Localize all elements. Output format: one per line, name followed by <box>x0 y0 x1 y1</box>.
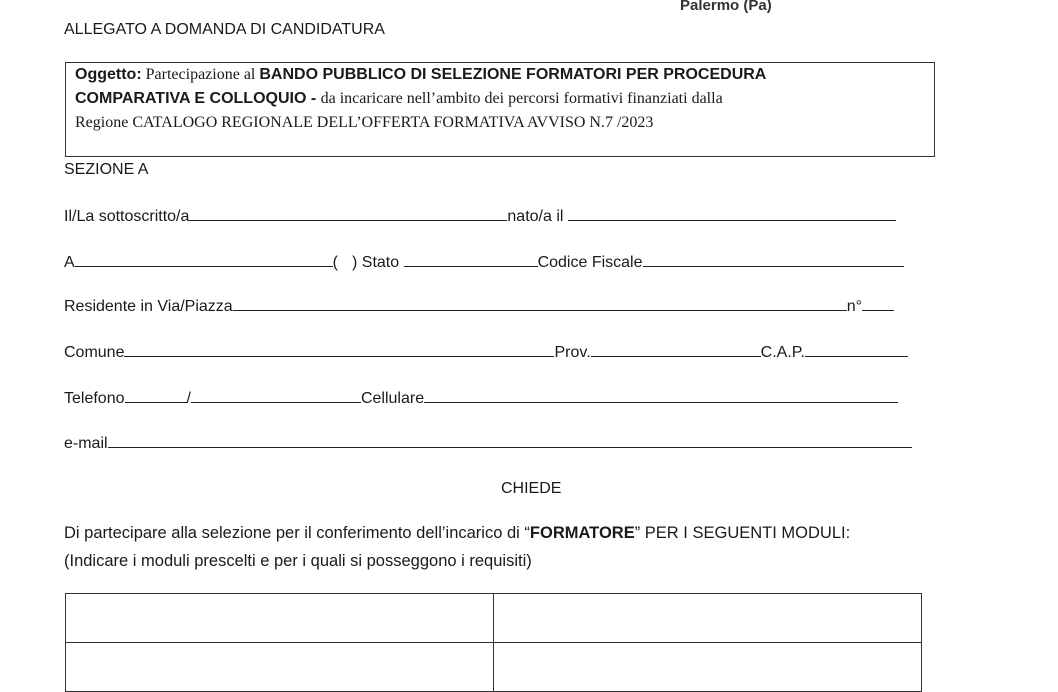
phone-number-blank[interactable] <box>191 401 361 403</box>
address-label: Residente in Via/Piazza <box>64 298 233 315</box>
number-blank[interactable] <box>862 309 894 311</box>
municipality-label: Comune <box>64 344 125 361</box>
tax-code-blank[interactable] <box>643 265 904 267</box>
requests-body-c: ” PER I SEGUENTI MODULI: <box>634 524 851 542</box>
requests-note: (Indicare i moduli prescelti e per i quali si posseggono i requisiti) <box>64 552 532 570</box>
subject-text-1a: Partecipazione al <box>141 66 260 83</box>
requests-body <box>64 524 850 543</box>
mobile-label: Cellulare <box>360 390 425 407</box>
place-header: Palermo (Pa) <box>680 0 772 14</box>
requests-heading: CHIEDE <box>501 480 562 497</box>
table-row <box>66 594 922 643</box>
email-blank[interactable] <box>108 446 912 448</box>
number-label: n° <box>846 298 862 315</box>
row-birthplace <box>64 254 904 272</box>
modules-table <box>65 593 922 692</box>
birth-date-blank[interactable] <box>568 219 896 221</box>
undersigned-label: Il/La sottoscritto/a <box>64 208 190 225</box>
subject-line-1 <box>75 66 766 84</box>
phone-label: Telefono <box>64 390 125 407</box>
row-address <box>64 298 894 316</box>
row-email <box>64 435 912 453</box>
subject-text-2a: COMPARATIVA E COLLOQUIO - <box>75 90 321 107</box>
municipality-blank[interactable] <box>124 355 554 357</box>
phone-prefix-blank[interactable] <box>125 401 187 403</box>
subject-text-2b: da incaricare nell’ambito dei percorsi formativi finanziati dalla <box>320 90 723 107</box>
subject-line-2 <box>75 90 723 108</box>
province-blank[interactable] <box>591 355 761 357</box>
email-label: e-mail <box>64 435 108 452</box>
undersigned-blank[interactable] <box>189 219 507 221</box>
state-blank[interactable] <box>404 265 538 267</box>
module-cell[interactable] <box>494 643 922 692</box>
phone-separator: / <box>186 390 191 407</box>
row-phone <box>64 390 898 408</box>
requests-body-a: Di partecipare alla selezione per il conferimento dell’incarico di “ <box>64 524 530 542</box>
mobile-blank[interactable] <box>424 401 898 403</box>
birthplace-blank[interactable] <box>75 265 333 267</box>
at-label: A <box>64 254 75 271</box>
requests-body-role: FORMATORE <box>529 524 635 542</box>
module-cell[interactable] <box>494 594 922 643</box>
subject-line-3: Regione CATALOGO REGIONALE DELL’OFFERTA FORMATIVA AVVISO N.7 /2023 <box>75 114 654 131</box>
module-cell[interactable] <box>66 594 494 643</box>
subject-text-1b: BANDO PUBBLICO DI SELEZIONE FORMATORI PER PROCEDURA <box>259 66 767 83</box>
module-cell[interactable] <box>66 643 494 692</box>
row-municipality <box>64 344 908 362</box>
state-label: ) Stato <box>352 254 404 271</box>
subject-box <box>65 62 935 157</box>
born-label: nato/a il <box>507 208 568 225</box>
postal-code-blank[interactable] <box>805 355 908 357</box>
row-undersigned <box>64 208 896 226</box>
address-blank[interactable] <box>233 309 847 311</box>
subject-label: Oggetto: <box>75 66 142 83</box>
section-title: SEZIONE A <box>64 161 149 178</box>
province-label: Prov. <box>554 344 591 361</box>
table-row <box>66 643 922 692</box>
attachment-title: ALLEGATO A DOMANDA DI CANDIDATURA <box>64 21 385 38</box>
postal-code-label: C.A.P. <box>760 344 805 361</box>
province-paren: ( <box>332 254 338 271</box>
tax-code-label: Codice Fiscale <box>537 254 643 271</box>
